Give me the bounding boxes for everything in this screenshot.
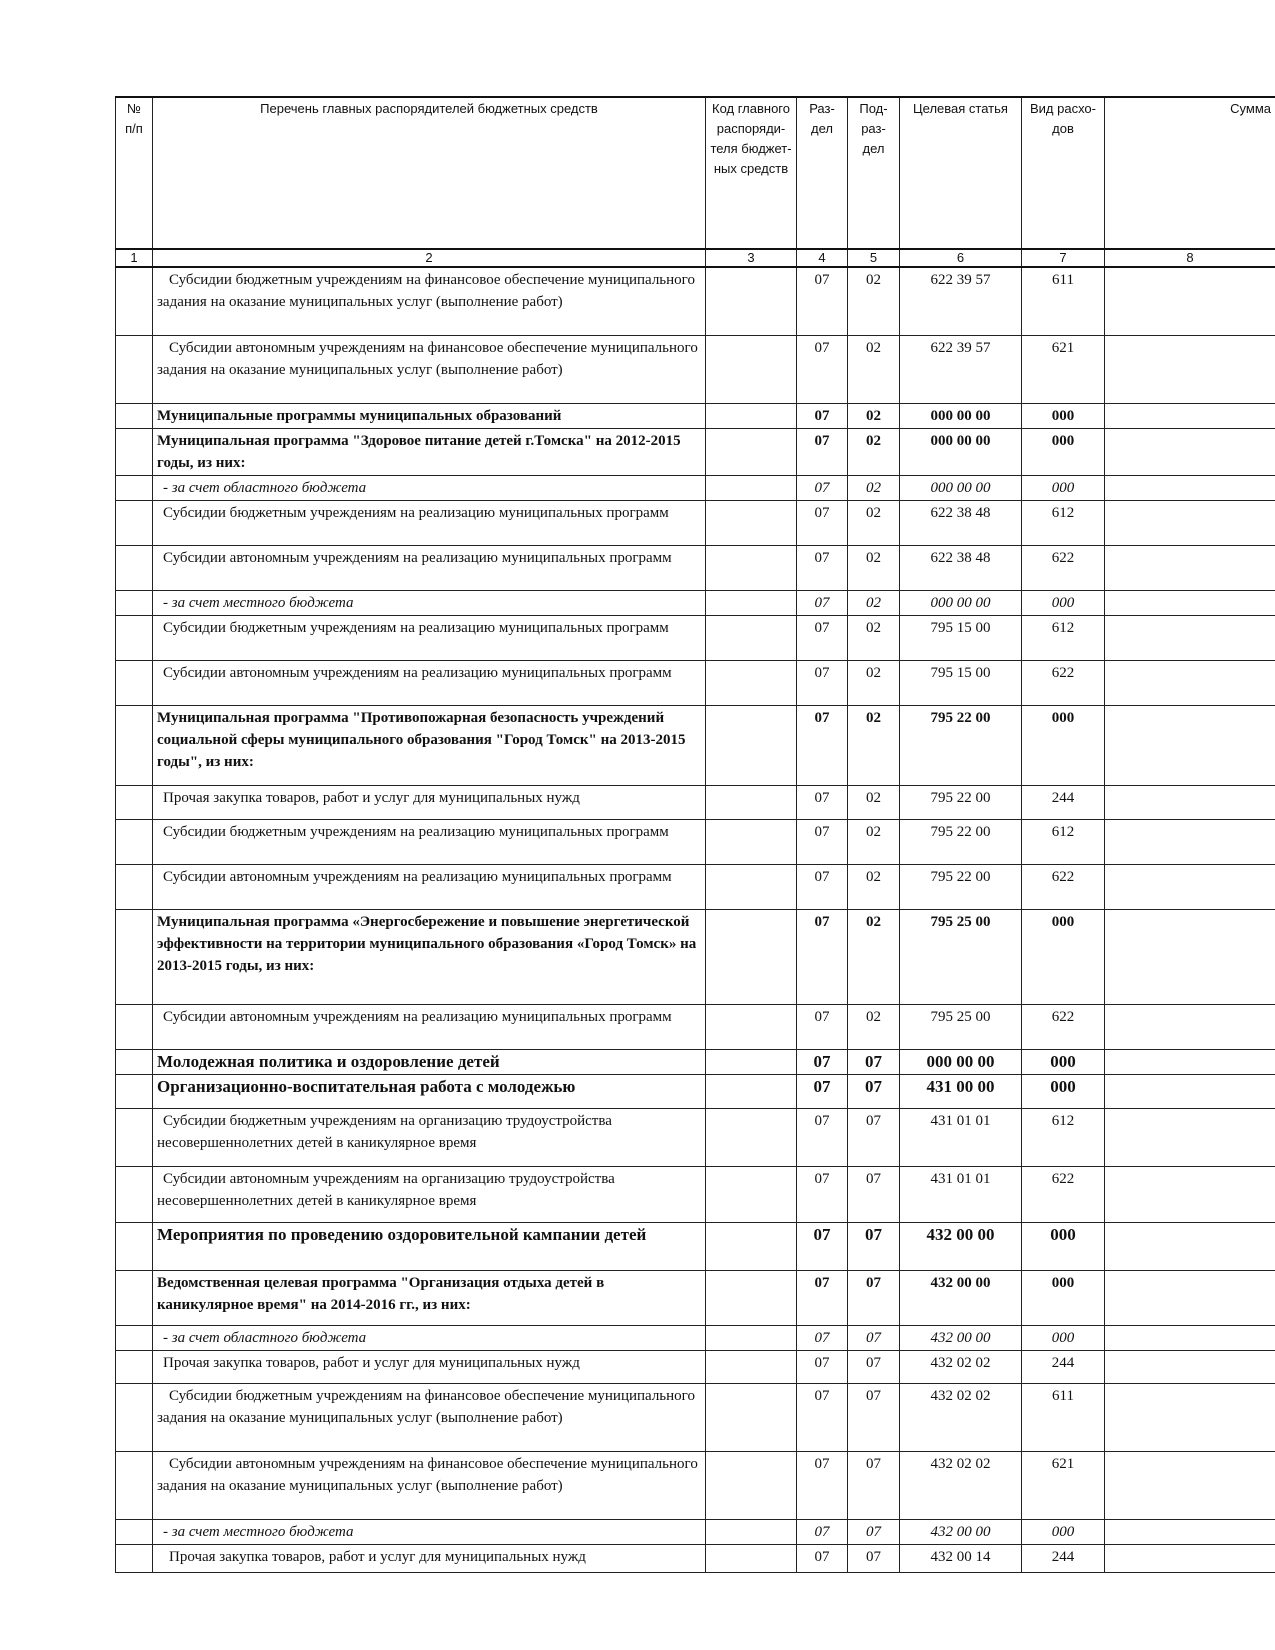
cell-target-article: 795 25 00 [900,909,1022,1004]
cell-target-article: 622 39 57 [900,335,1022,403]
table-header-row [116,97,1275,249]
cell-target-article: 432 00 00 [900,1222,1022,1270]
cell-target-article: 431 01 01 [900,1108,1022,1166]
colnum-5: 5 [848,249,900,267]
cell-num [116,705,153,785]
cell-expense-type: 000 [1022,1222,1105,1270]
cell-target-article: 432 00 00 [900,1519,1022,1544]
cell-target-article: 432 02 02 [900,1350,1022,1383]
cell-subsection: 02 [848,267,900,335]
cell-expense-type: 244 [1022,1544,1105,1572]
cell-code [706,1519,797,1544]
cell-code [706,1004,797,1049]
cell-section: 07 [797,1383,848,1451]
cell-expense-type: 622 [1022,1004,1105,1049]
cell-num [116,1350,153,1383]
cell-description: Субсидии автономным учреждениям на реализацию муниципальных программ [153,545,706,590]
cell-sum [1105,475,1275,500]
table-row [116,1222,1275,1270]
cell-subsection: 02 [848,500,900,545]
cell-sum [1105,660,1275,705]
table-row [116,785,1275,819]
cell-target-article: 432 00 00 [900,1270,1022,1325]
cell-subsection: 02 [848,475,900,500]
cell-sum [1105,1074,1275,1108]
cell-target-article: 000 00 00 [900,590,1022,615]
table-row [116,1350,1275,1383]
cell-num [116,864,153,909]
cell-num [116,1270,153,1325]
cell-sum [1105,1519,1275,1544]
cell-sum [1105,864,1275,909]
cell-section: 07 [797,1222,848,1270]
table-row [116,1166,1275,1222]
cell-code [706,615,797,660]
table-row [116,335,1275,403]
header-expense: Вид расхо-дов [1022,97,1105,249]
colnum-3: 3 [706,249,797,267]
cell-section: 07 [797,335,848,403]
cell-num [116,1544,153,1572]
cell-code [706,1049,797,1074]
table-row [116,1451,1275,1519]
cell-code [706,1325,797,1350]
cell-code [706,705,797,785]
cell-expense-type: 612 [1022,1108,1105,1166]
colnum-7: 7 [1022,249,1105,267]
cell-description: Субсидии бюджетным учреждениям на реализацию муниципальных программ [153,819,706,864]
cell-description: - за счет областного бюджета [153,475,706,500]
cell-section: 07 [797,1270,848,1325]
cell-subsection: 07 [848,1325,900,1350]
cell-sum [1105,1544,1275,1572]
cell-code [706,1383,797,1451]
cell-description: Субсидии автономным учреждениям на реализацию муниципальных программ [153,660,706,705]
cell-subsection: 07 [848,1222,900,1270]
cell-num [116,1451,153,1519]
cell-code [706,545,797,590]
cell-subsection: 02 [848,590,900,615]
cell-expense-type: 000 [1022,403,1105,428]
cell-section: 07 [797,590,848,615]
table-row [116,909,1275,1004]
cell-expense-type: 622 [1022,1166,1105,1222]
cell-section: 07 [797,1166,848,1222]
cell-sum [1105,615,1275,660]
cell-expense-type: 000 [1022,1270,1105,1325]
cell-expense-type: 622 [1022,864,1105,909]
header-name: Перечень главных распорядителей бюджетных средств [153,97,706,249]
cell-num [116,335,153,403]
cell-code [706,1222,797,1270]
cell-target-article: 432 02 02 [900,1451,1022,1519]
cell-description: Мероприятия по проведению оздоровительной кампании детей [153,1222,706,1270]
cell-expense-type: 000 [1022,428,1105,475]
cell-expense-type: 000 [1022,705,1105,785]
table-row [116,403,1275,428]
cell-code [706,590,797,615]
cell-sum [1105,1049,1275,1074]
cell-sum [1105,1222,1275,1270]
cell-description: Субсидии бюджетным учреждениям на финансовое обеспечение муниципального задания на оказание муниципальных услуг (выполнение работ) [153,267,706,335]
cell-target-article: 795 22 00 [900,864,1022,909]
header-target: Целевая статья [900,97,1022,249]
cell-code [706,403,797,428]
cell-num [116,590,153,615]
cell-code [706,335,797,403]
cell-description: Молодежная политика и оздоровление детей [153,1049,706,1074]
cell-expense-type: 000 [1022,909,1105,1004]
cell-subsection: 02 [848,1004,900,1049]
cell-expense-type: 611 [1022,267,1105,335]
cell-target-article: 000 00 00 [900,403,1022,428]
table-row [116,1004,1275,1049]
cell-target-article: 431 00 00 [900,1074,1022,1108]
column-numbers-row [116,249,1275,267]
cell-description: - за счет областного бюджета [153,1325,706,1350]
cell-code [706,1270,797,1325]
cell-description: Муниципальные программы муниципальных образований [153,403,706,428]
cell-code [706,500,797,545]
table-row [116,615,1275,660]
table-row [116,1270,1275,1325]
cell-description: Прочая закупка товаров, работ и услуг для муниципальных нужд [153,1350,706,1383]
table-row [116,1108,1275,1166]
cell-section: 07 [797,1074,848,1108]
cell-expense-type: 612 [1022,500,1105,545]
cell-expense-type: 000 [1022,1519,1105,1544]
cell-target-article: 000 00 00 [900,428,1022,475]
cell-target-article: 432 00 14 [900,1544,1022,1572]
cell-num [116,1519,153,1544]
cell-expense-type: 000 [1022,1049,1105,1074]
header-num: № п/п [116,97,153,249]
cell-description: - за счет местного бюджета [153,590,706,615]
cell-num [116,1108,153,1166]
cell-num [116,615,153,660]
table-row [116,590,1275,615]
cell-section: 07 [797,267,848,335]
cell-code [706,1166,797,1222]
cell-code [706,909,797,1004]
cell-target-article: 795 22 00 [900,785,1022,819]
header-subsection: Под-раз-дел [848,97,900,249]
table-row [116,1519,1275,1544]
cell-description: Субсидии автономным учреждениям на финансовое обеспечение муниципального задания на оказание муниципальных услуг (выполнение работ) [153,335,706,403]
cell-num [116,1004,153,1049]
cell-section: 07 [797,500,848,545]
cell-sum [1105,1004,1275,1049]
cell-target-article: 795 25 00 [900,1004,1022,1049]
cell-section: 07 [797,428,848,475]
cell-section: 07 [797,545,848,590]
cell-code [706,660,797,705]
cell-section: 07 [797,475,848,500]
cell-description: Субсидии бюджетным учреждениям на реализацию муниципальных программ [153,500,706,545]
cell-section: 07 [797,1108,848,1166]
cell-description: Субсидии автономным учреждениям на финансовое обеспечение муниципального задания на оказание муниципальных услуг (выполнение работ) [153,1451,706,1519]
cell-subsection: 07 [848,1049,900,1074]
cell-code [706,864,797,909]
cell-sum [1105,1325,1275,1350]
cell-section: 07 [797,1350,848,1383]
cell-description: Прочая закупка товаров, работ и услуг для муниципальных нужд [153,785,706,819]
cell-sum [1105,1270,1275,1325]
cell-description: Организационно-воспитательная работа с молодежью [153,1074,706,1108]
cell-target-article: 795 15 00 [900,615,1022,660]
cell-code [706,475,797,500]
cell-num [116,500,153,545]
cell-expense-type: 611 [1022,1383,1105,1451]
cell-code [706,1350,797,1383]
table-row [116,1325,1275,1350]
cell-expense-type: 622 [1022,660,1105,705]
cell-section: 07 [797,1325,848,1350]
cell-num [116,1049,153,1074]
cell-section: 07 [797,785,848,819]
cell-section: 07 [797,819,848,864]
cell-num [116,819,153,864]
cell-description: Субсидии бюджетным учреждениям на финансовое обеспечение муниципального задания на оказание муниципальных услуг (выполнение работ) [153,1383,706,1451]
table-row [116,660,1275,705]
cell-description: Субсидии автономным учреждениям на реализацию муниципальных программ [153,864,706,909]
cell-subsection: 07 [848,1074,900,1108]
colnum-2: 2 [153,249,706,267]
cell-expense-type: 612 [1022,819,1105,864]
cell-section: 07 [797,1451,848,1519]
cell-subsection: 07 [848,1166,900,1222]
cell-code [706,1544,797,1572]
cell-num [116,785,153,819]
cell-section: 07 [797,1544,848,1572]
cell-sum [1105,819,1275,864]
cell-sum [1105,335,1275,403]
cell-expense-type: 000 [1022,1325,1105,1350]
cell-description: Субсидии автономным учреждениям на организацию трудоустройства несовершеннолетних детей в каникулярное время [153,1166,706,1222]
cell-subsection: 02 [848,615,900,660]
cell-num [116,267,153,335]
cell-num [116,545,153,590]
header-code: Код главного распоряди-теля бюджет-ных средств [706,97,797,249]
cell-code [706,428,797,475]
cell-target-article: 795 22 00 [900,819,1022,864]
cell-description: - за счет местного бюджета [153,1519,706,1544]
cell-sum [1105,545,1275,590]
cell-section: 07 [797,705,848,785]
cell-sum [1105,785,1275,819]
cell-description: Муниципальная программа "Противопожарная безопасность учреждений социальной сферы муниципального образования "Город Томск" на 2013-2015 годы", из них: [153,705,706,785]
header-sum: Сумма [1105,97,1275,249]
cell-subsection: 07 [848,1108,900,1166]
cell-num [116,475,153,500]
cell-code [706,267,797,335]
table-row [116,475,1275,500]
cell-num [116,1166,153,1222]
table-row [116,864,1275,909]
cell-section: 07 [797,1519,848,1544]
cell-num [116,1383,153,1451]
cell-target-article: 795 15 00 [900,660,1022,705]
colnum-4: 4 [797,249,848,267]
cell-target-article: 622 39 57 [900,267,1022,335]
budget-table [115,96,1275,1573]
cell-sum [1105,1166,1275,1222]
cell-subsection: 07 [848,1519,900,1544]
cell-sum [1105,1350,1275,1383]
cell-expense-type: 622 [1022,545,1105,590]
cell-description: Муниципальная программа «Энергосбережение и повышение энергетической эффективности на территории муниципального образования «Город Томск» на 2013-2015 годы, из них: [153,909,706,1004]
cell-sum [1105,1451,1275,1519]
cell-description: Муниципальная программа "Здоровое питание детей г.Томска" на 2012-2015 годы, из них: [153,428,706,475]
cell-code [706,1074,797,1108]
cell-section: 07 [797,615,848,660]
cell-expense-type: 000 [1022,1074,1105,1108]
cell-sum [1105,500,1275,545]
cell-sum [1105,909,1275,1004]
cell-expense-type: 000 [1022,590,1105,615]
cell-subsection: 07 [848,1270,900,1325]
cell-description: Прочая закупка товаров, работ и услуг для муниципальных нужд [153,1544,706,1572]
cell-expense-type: 621 [1022,335,1105,403]
table-row [116,500,1275,545]
cell-code [706,785,797,819]
table-row [116,267,1275,335]
cell-num [116,403,153,428]
cell-description: Ведомственная целевая программа "Организация отдыха детей в каникулярное время" на 2014-2016 гг., из них: [153,1270,706,1325]
cell-num [116,1222,153,1270]
cell-sum [1105,428,1275,475]
cell-sum [1105,403,1275,428]
cell-section: 07 [797,1004,848,1049]
cell-subsection: 02 [848,705,900,785]
cell-target-article: 432 00 00 [900,1325,1022,1350]
table-row [116,1544,1275,1572]
cell-num [116,428,153,475]
cell-subsection: 02 [848,545,900,590]
table-row [116,1049,1275,1074]
cell-subsection: 02 [848,403,900,428]
cell-num [116,660,153,705]
table-row [116,545,1275,590]
cell-description: Субсидии бюджетным учреждениям на реализацию муниципальных программ [153,615,706,660]
cell-target-article: 432 02 02 [900,1383,1022,1451]
cell-section: 07 [797,660,848,705]
cell-target-article: 000 00 00 [900,475,1022,500]
cell-subsection: 07 [848,1451,900,1519]
cell-expense-type: 244 [1022,1350,1105,1383]
cell-sum [1105,1383,1275,1451]
cell-sum [1105,1108,1275,1166]
colnum-1: 1 [116,249,153,267]
colnum-8: 8 [1105,249,1275,267]
cell-target-article: 431 01 01 [900,1166,1022,1222]
table-row [116,1383,1275,1451]
cell-expense-type: 621 [1022,1451,1105,1519]
cell-subsection: 07 [848,1383,900,1451]
cell-subsection: 02 [848,909,900,1004]
cell-section: 07 [797,864,848,909]
cell-subsection: 02 [848,785,900,819]
cell-section: 07 [797,403,848,428]
cell-description: Субсидии автономным учреждениям на реализацию муниципальных программ [153,1004,706,1049]
cell-expense-type: 244 [1022,785,1105,819]
colnum-6: 6 [900,249,1022,267]
cell-num [116,909,153,1004]
table-row [116,819,1275,864]
cell-section: 07 [797,909,848,1004]
table-row [116,428,1275,475]
cell-sum [1105,705,1275,785]
header-section: Раз-дел [797,97,848,249]
cell-expense-type: 612 [1022,615,1105,660]
cell-subsection: 02 [848,660,900,705]
cell-subsection: 07 [848,1350,900,1383]
cell-target-article: 000 00 00 [900,1049,1022,1074]
cell-expense-type: 000 [1022,475,1105,500]
cell-subsection: 02 [848,819,900,864]
cell-target-article: 795 22 00 [900,705,1022,785]
cell-code [706,819,797,864]
cell-code [706,1108,797,1166]
cell-subsection: 02 [848,864,900,909]
cell-subsection: 02 [848,335,900,403]
cell-num [116,1074,153,1108]
cell-section: 07 [797,1049,848,1074]
table-row [116,705,1275,785]
cell-sum [1105,590,1275,615]
cell-code [706,1451,797,1519]
table-row [116,1074,1275,1108]
cell-subsection: 07 [848,1544,900,1572]
cell-subsection: 02 [848,428,900,475]
cell-description: Субсидии бюджетным учреждениям на организацию трудоустройства несовершеннолетних детей в каникулярное время [153,1108,706,1166]
cell-target-article: 622 38 48 [900,500,1022,545]
cell-sum [1105,267,1275,335]
cell-num [116,1325,153,1350]
cell-target-article: 622 38 48 [900,545,1022,590]
